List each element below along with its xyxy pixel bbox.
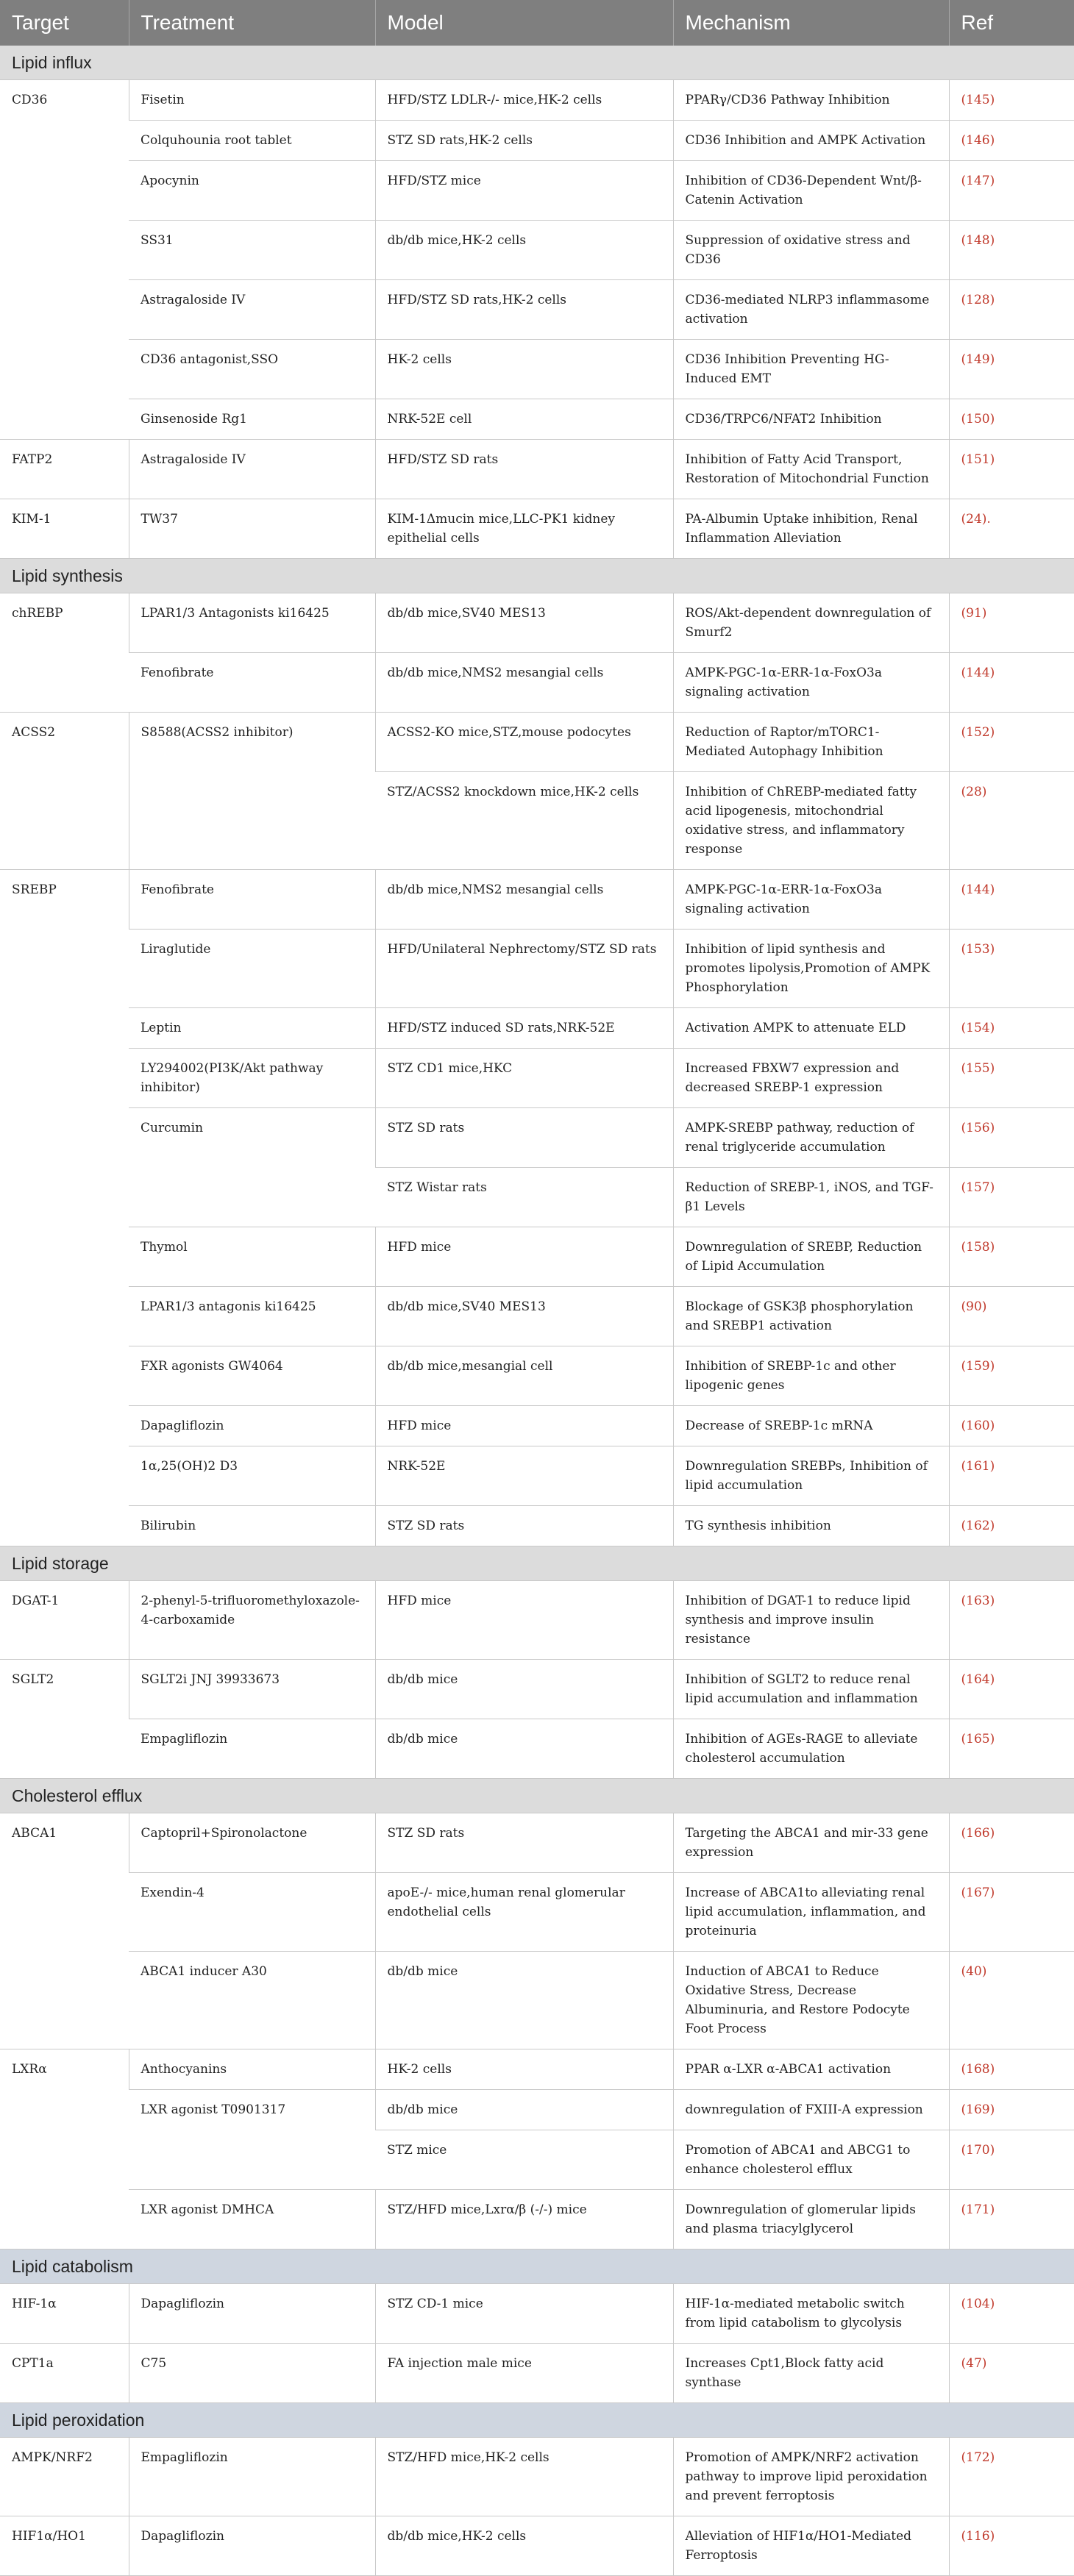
model-cell: db/db mice,mesangial cell — [375, 1346, 673, 1406]
ref-cell: (165) — [949, 1719, 1074, 1779]
model-cell: STZ SD rats — [375, 1813, 673, 1873]
ref-cell: (149) — [949, 340, 1074, 399]
model-cell: STZ mice — [375, 2130, 673, 2190]
mechanism-cell: CD36/TRPC6/NFAT2 Inhibition — [673, 399, 949, 440]
mechanism-cell: Inhibition of SGLT2 to reduce renal lipid accumulation and inflammation — [673, 1660, 949, 1719]
ref-cell: (144) — [949, 870, 1074, 930]
model-cell: HK-2 cells — [375, 2049, 673, 2090]
table-row — [0, 2438, 1074, 2516]
mechanism-cell: AMPK-SREBP pathway, reduction of renal triglyceride accumulation — [673, 1108, 949, 1168]
target-cell: KIM-1 — [0, 499, 129, 559]
ref-cell: (28) — [949, 772, 1074, 870]
section-row — [0, 559, 1074, 593]
table-row — [0, 2190, 1074, 2249]
ref-cell: (159) — [949, 1346, 1074, 1406]
mechanism-cell: PA-Albumin Uptake inhibition, Renal Inflammation Alleviation — [673, 499, 949, 559]
table-row — [0, 161, 1074, 221]
mechanism-cell: Activation AMPK to attenuate ELD — [673, 1008, 949, 1049]
mechanism-cell: Increase of ABCA1to alleviating renal lipid accumulation, inflammation, and proteinuria — [673, 1873, 949, 1952]
model-cell: STZ SD rats — [375, 1108, 673, 1168]
treatment-cell: Empagliflozin — [129, 1719, 375, 1779]
mechanism-cell: CD36 Inhibition and AMPK Activation — [673, 121, 949, 161]
target-cell: SGLT2 — [0, 1660, 129, 1779]
mechanism-cell: Promotion of AMPK/NRF2 activation pathway to improve lipid peroxidation and prevent ferroptosis — [673, 2438, 949, 2516]
mechanism-cell: Promotion of ABCA1 and ABCG1 to enhance cholesterol efflux — [673, 2130, 949, 2190]
mechanism-cell: Downregulation SREBPs, Inhibition of lipid accumulation — [673, 1446, 949, 1506]
table-row — [0, 340, 1074, 399]
ref-cell: (164) — [949, 1660, 1074, 1719]
ref-cell: (47) — [949, 2344, 1074, 2403]
treatment-cell: Dapagliflozin — [129, 1406, 375, 1446]
mechanism-cell: Targeting the ABCA1 and mir-33 gene expression — [673, 1813, 949, 1873]
model-cell: db/db mice — [375, 1719, 673, 1779]
mechanism-cell: Inhibition of DGAT-1 to reduce lipid synthesis and improve insulin resistance — [673, 1581, 949, 1660]
target-cell: LXRα — [0, 2049, 129, 2249]
table-row — [0, 1049, 1074, 1108]
model-cell: STZ/HFD mice,Lxrα/β (-/-) mice — [375, 2190, 673, 2249]
ref-cell: (172) — [949, 2438, 1074, 2516]
table-row — [0, 870, 1074, 930]
section-title: Lipid synthesis — [0, 559, 1074, 593]
mechanism-cell: Induction of ABCA1 to Reduce Oxidative Stress, Decrease Albuminuria, and Restore Podocyte Foot Process — [673, 1952, 949, 2049]
model-cell: apoE-/- mice,human renal glomerular endothelial cells — [375, 1873, 673, 1952]
mechanism-cell: Decrease of SREBP-1c mRNA — [673, 1406, 949, 1446]
table-row — [0, 2516, 1074, 2576]
treatment-cell: Fenofibrate — [129, 870, 375, 930]
model-cell: STZ CD1 mice,HKC — [375, 1049, 673, 1108]
treatment-cell: C75 — [129, 2344, 375, 2403]
ref-cell: (150) — [949, 399, 1074, 440]
treatment-cell: LPAR1/3 Antagonists ki16425 — [129, 593, 375, 653]
ref-cell: (148) — [949, 221, 1074, 280]
table-row — [0, 1406, 1074, 1446]
target-cell: CPT1a — [0, 2344, 129, 2403]
treatment-cell: Astragaloside IV — [129, 280, 375, 340]
target-cell: DGAT-1 — [0, 1581, 129, 1660]
table-row — [0, 1506, 1074, 1546]
treatment-cell: Apocynin — [129, 161, 375, 221]
mechanism-cell: AMPK-PGC-1α-ERR-1α-FoxO3a signaling activation — [673, 870, 949, 930]
section-title: Lipid storage — [0, 1546, 1074, 1581]
ref-cell: (154) — [949, 1008, 1074, 1049]
mechanism-cell: CD36-mediated NLRP3 inflammasome activation — [673, 280, 949, 340]
treatment-cell: Bilirubin — [129, 1506, 375, 1546]
model-cell: STZ SD rats,HK-2 cells — [375, 121, 673, 161]
mechanism-cell: downregulation of FXIII-A expression — [673, 2090, 949, 2130]
table-body — [0, 46, 1074, 2576]
header-row — [0, 0, 1074, 46]
mechanism-cell: PPAR α-LXR α-ABCA1 activation — [673, 2049, 949, 2090]
mechanism-cell: Inhibition of Fatty Acid Transport, Restoration of Mitochondrial Function — [673, 440, 949, 499]
target-cell: FATP2 — [0, 440, 129, 499]
ref-cell: (167) — [949, 1873, 1074, 1952]
table-row — [0, 2090, 1074, 2130]
model-cell: db/db mice — [375, 1660, 673, 1719]
mechanism-cell: Inhibition of AGEs-RAGE to alleviate cholesterol accumulation — [673, 1719, 949, 1779]
model-cell: STZ SD rats — [375, 1506, 673, 1546]
ref-cell: (24). — [949, 499, 1074, 559]
table-row — [0, 499, 1074, 559]
treatment-cell: Astragaloside IV — [129, 440, 375, 499]
treatment-cell: Colquhounia root tablet — [129, 121, 375, 161]
table-row — [0, 1287, 1074, 1346]
ref-cell: (160) — [949, 1406, 1074, 1446]
ref-cell: (158) — [949, 1227, 1074, 1287]
ref-cell: (169) — [949, 2090, 1074, 2130]
model-cell: STZ/ACSS2 knockdown mice,HK-2 cells — [375, 772, 673, 870]
treatment-cell: Liraglutide — [129, 930, 375, 1008]
target-cell: ABCA1 — [0, 1813, 129, 2049]
table-row — [0, 399, 1074, 440]
model-cell: STZ Wistar rats — [375, 1168, 673, 1227]
ref-cell: (168) — [949, 2049, 1074, 2090]
header-treatment: Treatment — [129, 0, 375, 46]
table-row — [0, 2344, 1074, 2403]
table-row — [0, 653, 1074, 713]
ref-cell: (166) — [949, 1813, 1074, 1873]
ref-cell: (161) — [949, 1446, 1074, 1506]
target-cell: SREBP — [0, 870, 129, 1546]
treatment-cell: SS31 — [129, 221, 375, 280]
section-title: Cholesterol efflux — [0, 1779, 1074, 1813]
header-target: Target — [0, 0, 129, 46]
ref-cell: (171) — [949, 2190, 1074, 2249]
header-model: Model — [375, 0, 673, 46]
model-cell: db/db mice,SV40 MES13 — [375, 1287, 673, 1346]
model-cell: db/db mice — [375, 1952, 673, 2049]
table-row — [0, 440, 1074, 499]
model-cell: HFD/STZ mice — [375, 161, 673, 221]
model-cell: HFD/STZ SD rats,HK-2 cells — [375, 280, 673, 340]
section-row — [0, 2403, 1074, 2438]
model-cell: NRK-52E — [375, 1446, 673, 1506]
mechanism-cell: Inhibition of CD36-Dependent Wnt/β-Catenin Activation — [673, 161, 949, 221]
mechanism-cell: Reduction of Raptor/mTORC1-Mediated Autophagy Inhibition — [673, 713, 949, 772]
treatment-cell: Leptin — [129, 1008, 375, 1049]
treatment-cell: TW37 — [129, 499, 375, 559]
table-row — [0, 1446, 1074, 1506]
model-cell: db/db mice,SV40 MES13 — [375, 593, 673, 653]
model-cell: HFD/STZ SD rats — [375, 440, 673, 499]
treatment-cell: SGLT2i JNJ 39933673 — [129, 1660, 375, 1719]
ref-cell: (155) — [949, 1049, 1074, 1108]
model-cell: KIM-1Δmucin mice,LLC-PK1 kidney epithelial cells — [375, 499, 673, 559]
table-row — [0, 80, 1074, 121]
treatment-cell: Dapagliflozin — [129, 2284, 375, 2344]
treatment-cell: LXR agonist T0901317 — [129, 2090, 375, 2190]
model-cell: db/db mice,HK-2 cells — [375, 221, 673, 280]
header-mechanism: Mechanism — [673, 0, 949, 46]
mechanism-cell: TG synthesis inhibition — [673, 1506, 949, 1546]
section-title: Lipid peroxidation — [0, 2403, 1074, 2438]
ref-cell: (90) — [949, 1287, 1074, 1346]
treatment-cell: Curcumin — [129, 1108, 375, 1227]
mechanism-cell: Alleviation of HIF1α/HO1-Mediated Ferroptosis — [673, 2516, 949, 2576]
mechanism-cell: Suppression of oxidative stress and CD36 — [673, 221, 949, 280]
table-row — [0, 280, 1074, 340]
mechanism-cell: Inhibition of lipid synthesis and promotes lipolysis,Promotion of AMPK Phosphorylation — [673, 930, 949, 1008]
section-row — [0, 1546, 1074, 1581]
treatment-cell: CD36 antagonist,SSO — [129, 340, 375, 399]
ref-cell: (104) — [949, 2284, 1074, 2344]
treatment-cell: S8588(ACSS2 inhibitor) — [129, 713, 375, 870]
mechanism-cell: Blockage of GSK3β phosphorylation and SREBP1 activation — [673, 1287, 949, 1346]
mechanism-cell: Reduction of SREBP-1, iNOS, and TGF-β1 Levels — [673, 1168, 949, 1227]
model-cell: STZ CD-1 mice — [375, 2284, 673, 2344]
ref-cell: (163) — [949, 1581, 1074, 1660]
section-row — [0, 2249, 1074, 2284]
table-row — [0, 1660, 1074, 1719]
mechanism-cell: Inhibition of ChREBP-mediated fatty acid lipogenesis, mitochondrial oxidative stress, and inflammatory response — [673, 772, 949, 870]
target-cell: chREBP — [0, 593, 129, 713]
model-cell: ACSS2-KO mice,STZ,mouse podocytes — [375, 713, 673, 772]
ref-cell: (40) — [949, 1952, 1074, 2049]
table-row — [0, 1952, 1074, 2049]
model-cell: db/db mice,HK-2 cells — [375, 2516, 673, 2576]
treatment-cell: Ginsenoside Rg1 — [129, 399, 375, 440]
mechanism-cell: HIF-1α-mediated metabolic switch from lipid catabolism to glycolysis — [673, 2284, 949, 2344]
model-cell: HFD mice — [375, 1581, 673, 1660]
model-cell: HFD/Unilateral Nephrectomy/STZ SD rats — [375, 930, 673, 1008]
section-title: Lipid catabolism — [0, 2249, 1074, 2284]
treatment-cell: 2-phenyl-5-trifluoromethyloxazole-4-carboxamide — [129, 1581, 375, 1660]
mechanism-cell: AMPK-PGC-1α-ERR-1α-FoxO3a signaling activation — [673, 653, 949, 713]
table-row — [0, 221, 1074, 280]
target-cell: ACSS2 — [0, 713, 129, 870]
ref-cell: (157) — [949, 1168, 1074, 1227]
treatment-cell: Exendin-4 — [129, 1873, 375, 1952]
treatment-cell: FXR agonists GW4064 — [129, 1346, 375, 1406]
table-row — [0, 121, 1074, 161]
target-cell: AMPK/NRF2 — [0, 2438, 129, 2516]
table-row — [0, 930, 1074, 1008]
section-row — [0, 46, 1074, 80]
ref-cell: (91) — [949, 593, 1074, 653]
table-row — [0, 1719, 1074, 1779]
table-row — [0, 1108, 1074, 1168]
ref-cell: (147) — [949, 161, 1074, 221]
table-row — [0, 1813, 1074, 1873]
ref-cell: (128) — [949, 280, 1074, 340]
mechanism-cell: Increased FBXW7 expression and decreased SREBP-1 expression — [673, 1049, 949, 1108]
target-cell: HIF-1α — [0, 2284, 129, 2344]
model-cell: db/db mice — [375, 2090, 673, 2130]
ref-cell: (162) — [949, 1506, 1074, 1546]
table-row — [0, 1008, 1074, 1049]
model-cell: HFD mice — [375, 1406, 673, 1446]
model-cell: HFD/STZ induced SD rats,NRK-52E — [375, 1008, 673, 1049]
treatment-cell: LXR agonist DMHCA — [129, 2190, 375, 2249]
treatment-cell: Captopril+Spironolactone — [129, 1813, 375, 1873]
mechanism-cell: PPARγ/CD36 Pathway Inhibition — [673, 80, 949, 121]
table-row — [0, 2049, 1074, 2090]
mechanism-cell: Increases Cpt1,Block fatty acid synthase — [673, 2344, 949, 2403]
treatment-cell: Thymol — [129, 1227, 375, 1287]
mechanism-cell: Inhibition of SREBP-1c and other lipogenic genes — [673, 1346, 949, 1406]
header-ref: Ref — [949, 0, 1074, 46]
ref-cell: (151) — [949, 440, 1074, 499]
table-row — [0, 713, 1074, 772]
model-cell: FA injection male mice — [375, 2344, 673, 2403]
mechanism-cell: CD36 Inhibition Preventing HG-Induced EMT — [673, 340, 949, 399]
model-cell: db/db mice,NMS2 mesangial cells — [375, 653, 673, 713]
section-title: Lipid influx — [0, 46, 1074, 80]
model-cell: NRK-52E cell — [375, 399, 673, 440]
table-row — [0, 2284, 1074, 2344]
mechanism-cell: Downregulation of glomerular lipids and plasma triacylglycerol — [673, 2190, 949, 2249]
target-cell: HIF1α/HO1 — [0, 2516, 129, 2576]
table-row — [0, 1873, 1074, 1952]
target-cell: CD36 — [0, 80, 129, 440]
treatment-cell: Fenofibrate — [129, 653, 375, 713]
treatment-cell: Fisetin — [129, 80, 375, 121]
treatment-cell: Dapagliflozin — [129, 2516, 375, 2576]
ref-cell: (144) — [949, 653, 1074, 713]
model-cell: HK-2 cells — [375, 340, 673, 399]
ref-cell: (116) — [949, 2516, 1074, 2576]
model-cell: STZ/HFD mice,HK-2 cells — [375, 2438, 673, 2516]
treatment-cell: ABCA1 inducer A30 — [129, 1952, 375, 2049]
treatment-cell: Anthocyanins — [129, 2049, 375, 2090]
ref-cell: (153) — [949, 930, 1074, 1008]
model-cell: HFD mice — [375, 1227, 673, 1287]
table-row — [0, 593, 1074, 653]
ref-cell: (156) — [949, 1108, 1074, 1168]
ref-cell: (170) — [949, 2130, 1074, 2190]
mechanism-cell: ROS/Akt-dependent downregulation of Smurf2 — [673, 593, 949, 653]
ref-cell: (152) — [949, 713, 1074, 772]
ref-cell: (145) — [949, 80, 1074, 121]
table-row — [0, 1227, 1074, 1287]
treatment-cell: 1α,25(OH)2 D3 — [129, 1446, 375, 1506]
ref-cell: (146) — [949, 121, 1074, 161]
treatment-cell: LY294002(PI3K/Akt pathway inhibitor) — [129, 1049, 375, 1108]
table-row — [0, 1346, 1074, 1406]
treatment-cell: LPAR1/3 antagonis ki16425 — [129, 1287, 375, 1346]
model-cell: HFD/STZ LDLR-/- mice,HK-2 cells — [375, 80, 673, 121]
mechanism-cell: Downregulation of SREBP, Reduction of Lipid Accumulation — [673, 1227, 949, 1287]
table-row — [0, 1581, 1074, 1660]
treatment-cell: Empagliflozin — [129, 2438, 375, 2516]
model-cell: db/db mice,NMS2 mesangial cells — [375, 870, 673, 930]
section-row — [0, 1779, 1074, 1813]
